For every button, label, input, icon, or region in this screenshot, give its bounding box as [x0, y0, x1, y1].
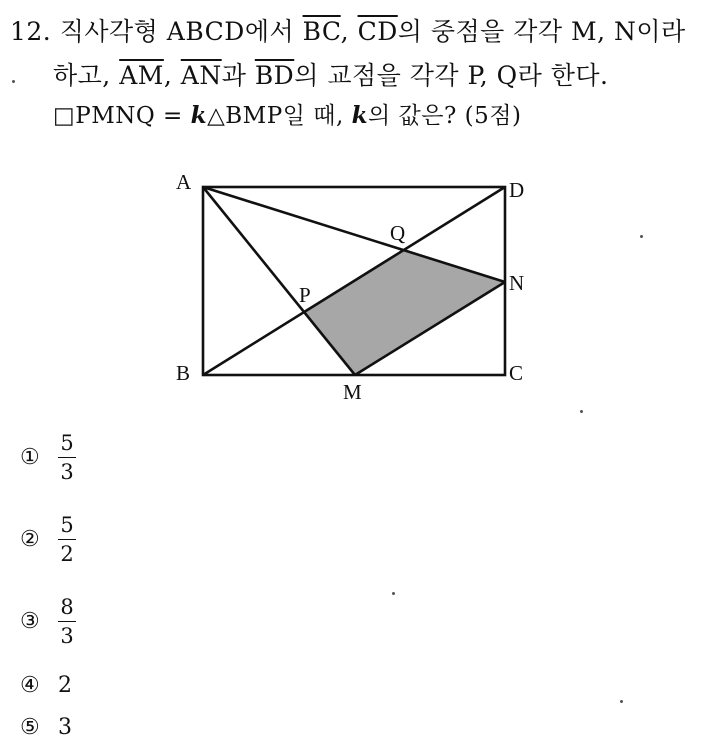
scan-speck	[392, 592, 395, 595]
variable-k: k	[351, 102, 369, 129]
segment-am: $\overline{AM}$	[119, 61, 164, 90]
label-q: Q	[390, 221, 406, 245]
denominator: 2	[60, 542, 74, 566]
segment-an-line	[203, 187, 505, 282]
text-segment: 과	[221, 61, 255, 90]
scan-speck	[620, 700, 623, 703]
choice-marker: ①	[20, 445, 40, 470]
choice-marker: ⑤	[20, 715, 40, 740]
segment-am-line	[203, 187, 355, 375]
label-n: N	[509, 271, 525, 295]
text-segment: ,	[340, 17, 358, 46]
problem-line-3	[10, 98, 720, 134]
choice-value: 2	[58, 673, 72, 698]
fraction	[58, 514, 76, 565]
text-segment: 의 중점을 각각 M, N이라	[397, 17, 686, 46]
numerator: 8	[60, 595, 74, 619]
scan-speck	[640, 235, 643, 238]
choice-5[interactable]	[20, 715, 72, 740]
fraction-bar	[58, 621, 76, 622]
text-segment: □PMNQ =	[53, 103, 191, 129]
segment-bd: $\overline{BD}$	[254, 61, 295, 90]
segment-cd: $\overline{CD}$	[357, 17, 398, 46]
text-segment: 의 값은? (5점)	[368, 103, 522, 129]
problem	[10, 10, 720, 134]
fraction-bar	[58, 539, 76, 540]
variable-k: k	[190, 102, 208, 129]
fraction-bar	[58, 457, 76, 458]
denominator: 3	[60, 460, 74, 484]
choice-marker: ②	[20, 527, 40, 552]
problem-number: 12.	[10, 17, 52, 46]
label-b: B	[176, 361, 191, 385]
numerator: 5	[60, 431, 74, 455]
text-segment: ,	[163, 61, 181, 90]
shaded-quadrilateral-pmnq	[303, 249, 505, 375]
text-segment: 하고,	[53, 61, 120, 90]
problem-line-2	[10, 54, 720, 98]
fraction	[58, 596, 76, 647]
choice-2[interactable]	[20, 514, 76, 565]
label-d: D	[509, 178, 525, 202]
segment-bc: $\overline{BC}$	[302, 17, 341, 46]
denominator: 3	[60, 624, 74, 648]
scan-speck	[580, 410, 583, 413]
label-a: A	[176, 170, 192, 194]
choice-marker: ③	[20, 609, 40, 634]
choice-4[interactable]	[20, 673, 72, 698]
label-m: M	[343, 380, 362, 404]
choice-1[interactable]	[20, 432, 76, 483]
problem-line-1	[10, 10, 720, 54]
scan-speck	[12, 80, 15, 83]
choice-3[interactable]	[20, 596, 76, 647]
choice-marker: ④	[20, 673, 40, 698]
segment-an: $\overline{AN}$	[180, 61, 222, 90]
text-segment: 의 교점을 각각 P, Q라 한다.	[294, 61, 609, 90]
text-segment: △BMP일 때,	[207, 103, 352, 129]
label-p: P	[299, 283, 311, 307]
fraction	[58, 432, 76, 483]
label-c: C	[509, 361, 524, 385]
choice-value: 3	[58, 715, 72, 740]
text-segment: 직사각형 ABCD에서	[59, 17, 303, 46]
geometry-figure	[160, 160, 540, 405]
numerator: 5	[60, 513, 74, 537]
